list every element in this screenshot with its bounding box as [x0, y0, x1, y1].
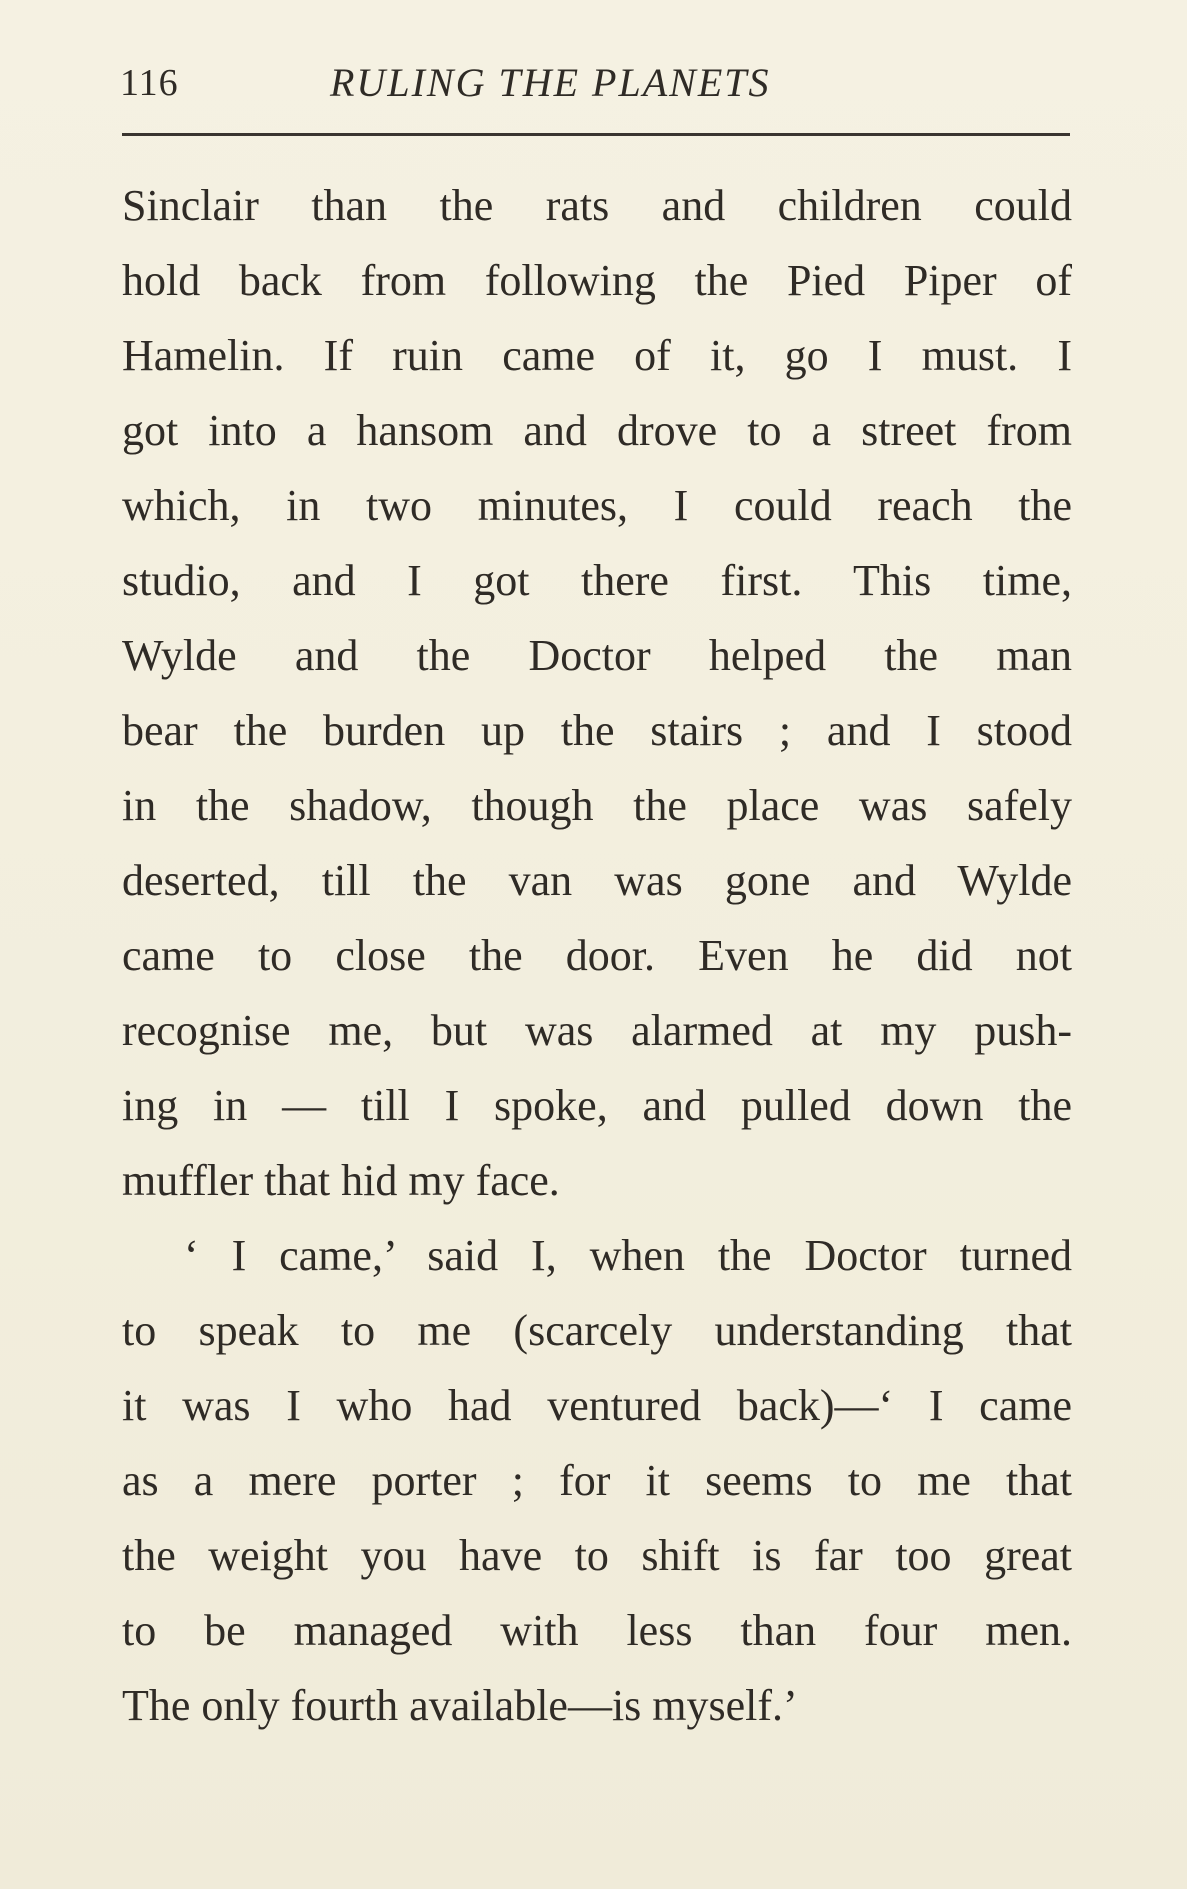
text-line: which, in two minutes, I could reach the — [122, 481, 1072, 530]
text-line: as a mere porter ; for it seems to me that — [122, 1456, 1072, 1505]
text-line: Wylde and the Doctor helped the man — [122, 631, 1072, 680]
text-line: came to close the door. Even he did not — [122, 931, 1072, 980]
text-line: hold back from following the Pied Piper of — [122, 256, 1072, 305]
text-line: it was I who had ventured back)—‘ I came — [122, 1381, 1072, 1430]
text-line: muffler that hid my face. — [122, 1156, 560, 1205]
text-line: deserted, till the van was gone and Wylde — [122, 856, 1072, 905]
running-title: RULING THE PLANETS — [330, 60, 771, 105]
text-line: ‘ I came,’ said I, when the Doctor turned — [184, 1231, 1072, 1280]
text-line: bear the burden up the stairs ; and I stood — [122, 706, 1072, 755]
paragraph-1 — [122, 168, 1072, 1218]
text-line: in the shadow, though the place was safely — [122, 781, 1072, 830]
text-line: to speak to me (scarcely understanding that — [122, 1306, 1072, 1355]
page-number: 116 — [120, 62, 179, 104]
text-line: to be managed with less than four men. — [122, 1606, 1072, 1655]
text-line: Sinclair than the rats and children could — [122, 181, 1072, 230]
body-text — [122, 168, 1072, 1743]
text-line: ing in — till I spoke, and pulled down the — [122, 1081, 1072, 1130]
text-line: got into a hansom and drove to a street from — [122, 406, 1072, 455]
text-line: The only fourth available—is myself.’ — [122, 1681, 798, 1730]
page-header — [120, 58, 1070, 108]
text-line: Hamelin. If ruin came of it, go I must. I — [122, 331, 1072, 380]
paragraph-2 — [122, 1218, 1072, 1743]
text-line: the weight you have to shift is far too great — [122, 1531, 1072, 1580]
text-line: studio, and I got there first. This time, — [122, 556, 1072, 605]
text-line: recognise me, but was alarmed at my push- — [122, 1006, 1072, 1055]
header-rule — [122, 133, 1070, 136]
